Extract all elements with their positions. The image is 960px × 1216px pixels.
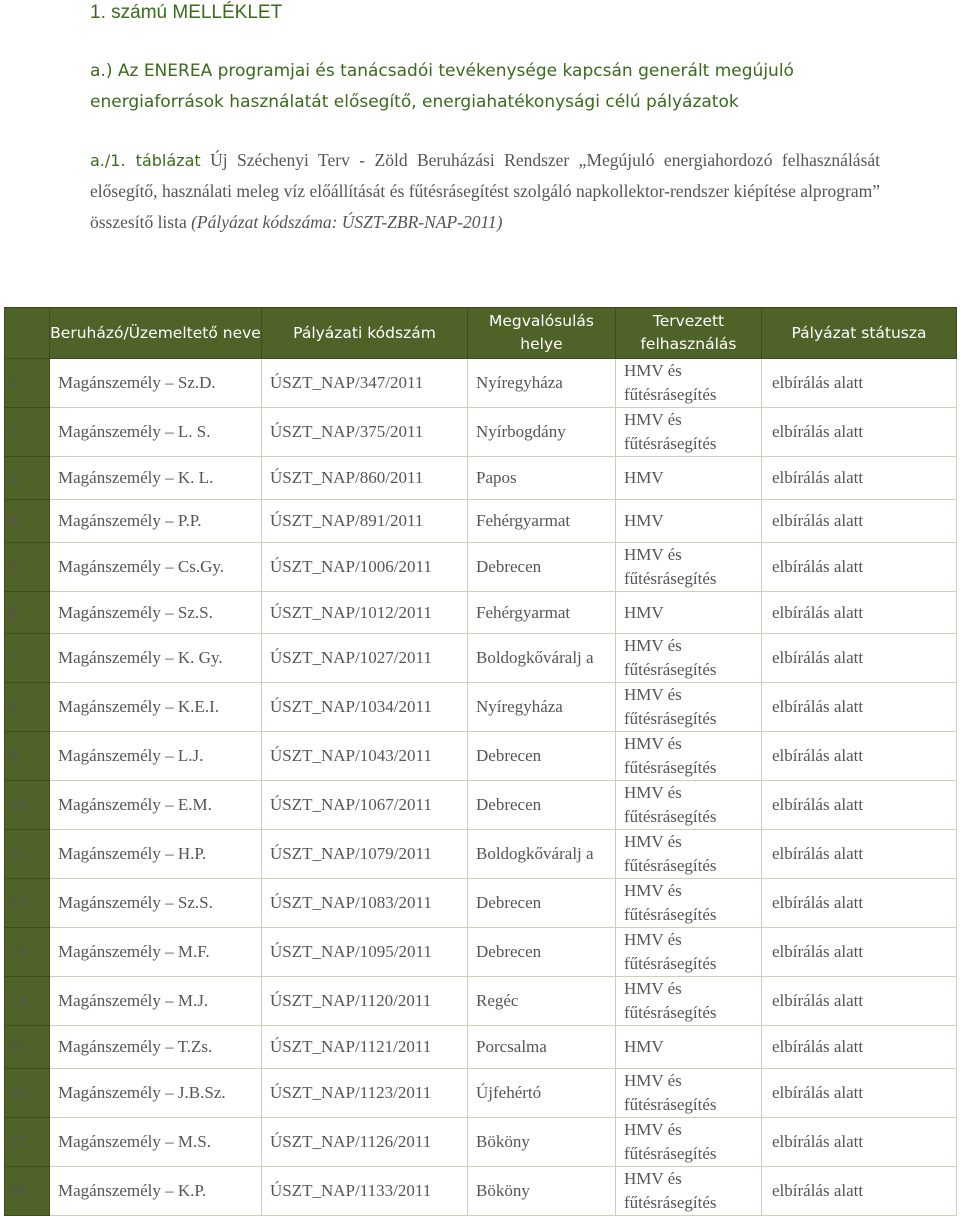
row-number [5, 928, 50, 977]
table-row [5, 457, 957, 500]
row-status: elbírálás alatt [762, 781, 957, 830]
row-use: HMV és fűtésrásegítés [616, 977, 762, 1026]
row-code: ÚSZT_NAP/891/2011 [262, 500, 468, 543]
row-number-text: 9. [9, 746, 22, 765]
row-location: Fehérgyarmat [468, 500, 616, 543]
row-status: elbírálás alatt [762, 879, 957, 928]
row-number [5, 592, 50, 634]
row-number [5, 359, 50, 408]
row-number-text: 6. [9, 602, 22, 622]
row-investor: Magánszemély – M.J. [50, 977, 262, 1026]
header-status: Pályázat státusza [762, 308, 957, 359]
table-row [5, 781, 957, 830]
row-investor: Magánszemély – Cs.Gy. [50, 543, 262, 592]
section-heading [90, 56, 890, 118]
table-row [5, 408, 957, 457]
table-row [5, 1167, 957, 1216]
row-investor: Magánszemély – H.P. [50, 830, 262, 879]
row-status: elbírálás alatt [762, 977, 957, 1026]
row-location: Újfehértó [468, 1069, 616, 1118]
table-row [5, 879, 957, 928]
table-row [5, 359, 957, 408]
table-row [5, 1118, 957, 1167]
row-number-text: 4. [9, 511, 22, 530]
row-number [5, 977, 50, 1026]
table-row [5, 928, 957, 977]
header-number [5, 308, 50, 359]
row-status: elbírálás alatt [762, 928, 957, 977]
row-number-text: 17. [9, 1132, 31, 1151]
row-number-text: 5. [9, 557, 22, 576]
table-row [5, 830, 957, 879]
table-row [5, 683, 957, 732]
row-use: HMV és fűtésrásegítés [616, 634, 762, 683]
row-number [5, 830, 50, 879]
row-use: HMV [616, 500, 762, 543]
table-row [5, 732, 957, 781]
row-investor: Magánszemély – L.J. [50, 732, 262, 781]
row-number-text: 14. [9, 991, 31, 1010]
row-location: Regéc [468, 977, 616, 1026]
row-use: HMV és fűtésrásegítés [616, 359, 762, 408]
row-status: elbírálás alatt [762, 634, 957, 683]
row-location: Fehérgyarmat [468, 592, 616, 634]
row-use: HMV és fűtésrásegítés [616, 830, 762, 879]
row-number-text: 2. [9, 422, 22, 441]
row-code: ÚSZT_NAP/1043/2011 [262, 732, 468, 781]
row-number-text: 11. [9, 844, 30, 863]
row-location: Boldogkőváralj a [468, 634, 616, 683]
row-investor: Magánszemély – K. Gy. [50, 634, 262, 683]
row-status: elbírálás alatt [762, 1167, 957, 1216]
row-location: Nyíregyháza [468, 683, 616, 732]
table-row [5, 977, 957, 1026]
row-use: HMV és fűtésrásegítés [616, 781, 762, 830]
table-caption [90, 145, 880, 238]
header-investor: Beruházó/Üzemeltető neve [50, 308, 262, 359]
row-number [5, 1026, 50, 1069]
applications-table [4, 307, 957, 1216]
row-number-text: 10. [9, 795, 31, 814]
row-code: ÚSZT_NAP/1120/2011 [262, 977, 468, 1026]
row-use: HMV és fűtésrásegítés [616, 543, 762, 592]
row-status: elbírálás alatt [762, 543, 957, 592]
row-status: elbírálás alatt [762, 830, 957, 879]
row-use: HMV és fűtésrásegítés [616, 683, 762, 732]
row-use: HMV [616, 457, 762, 500]
row-status: elbírálás alatt [762, 500, 957, 543]
row-use: HMV [616, 1026, 762, 1069]
row-investor: Magánszemély – Sz.D. [50, 359, 262, 408]
row-code: ÚSZT_NAP/1027/2011 [262, 634, 468, 683]
table-row [5, 1069, 957, 1118]
row-number-text: 12. [9, 893, 31, 912]
table-row [5, 634, 957, 683]
row-status: elbírálás alatt [762, 732, 957, 781]
row-investor: Magánszemély – M.F. [50, 928, 262, 977]
table-caption-code: (Pályázat kódszáma: ÚSZT-ZBR-NAP-2011) [191, 212, 503, 232]
section-heading-line-2: energiaforrások használatát elősegítő, energiahatékonysági célú pályázatok [90, 92, 739, 112]
row-use: HMV és fűtésrásegítés [616, 928, 762, 977]
row-location: Debrecen [468, 879, 616, 928]
row-code: ÚSZT_NAP/347/2011 [262, 359, 468, 408]
row-code: ÚSZT_NAP/1079/2011 [262, 830, 468, 879]
row-investor: Magánszemély – K. L. [50, 457, 262, 500]
row-use: HMV és fűtésrásegítés [616, 732, 762, 781]
row-status: elbírálás alatt [762, 1118, 957, 1167]
row-number [5, 543, 50, 592]
row-location: Bököny [468, 1167, 616, 1216]
row-number [5, 879, 50, 928]
row-number [5, 683, 50, 732]
table-row [5, 543, 957, 592]
table-body [5, 359, 957, 1216]
row-use: HMV [616, 592, 762, 634]
row-code: ÚSZT_NAP/1067/2011 [262, 781, 468, 830]
row-investor: Magánszemély – Sz.S. [50, 592, 262, 634]
row-investor: Magánszemély – K.E.I. [50, 683, 262, 732]
row-location: Papos [468, 457, 616, 500]
row-code: ÚSZT_NAP/1034/2011 [262, 683, 468, 732]
row-status: elbírálás alatt [762, 683, 957, 732]
row-code: ÚSZT_NAP/1133/2011 [262, 1167, 468, 1216]
row-number [5, 500, 50, 543]
row-number-text: 16. [9, 1083, 31, 1102]
row-code: ÚSZT_NAP/1006/2011 [262, 543, 468, 592]
row-investor: Magánszemély – L. S. [50, 408, 262, 457]
row-investor: Magánszemély – P.P. [50, 500, 262, 543]
section-heading-line-1: a.) Az ENEREA programjai és tanácsadói tevékenysége kapcsán generált megújuló [90, 61, 794, 81]
row-number [5, 1118, 50, 1167]
row-location: Nyíregyháza [468, 359, 616, 408]
row-number-text: 3. [9, 468, 22, 487]
row-location: Debrecen [468, 928, 616, 977]
table-row [5, 592, 957, 634]
row-location: Nyírbogdány [468, 408, 616, 457]
row-investor: Magánszemély – M.S. [50, 1118, 262, 1167]
row-status: elbírálás alatt [762, 592, 957, 634]
row-number [5, 634, 50, 683]
annex-title: 1. számú MELLÉKLET [90, 2, 283, 23]
row-use: HMV és fűtésrásegítés [616, 1118, 762, 1167]
row-location: Porcsalma [468, 1026, 616, 1069]
table-caption-text: Új Széchenyi Terv - Zöld Beruházási Rendszer „Megújuló energiahordozó felhasználását elősegítő, használati meleg víz előállítását és fűtésrásegítést szolgáló napkollektor-rendszer kiépítése alprogram” összesítő lista [90, 150, 881, 232]
row-number [5, 457, 50, 500]
row-location: Bököny [468, 1118, 616, 1167]
row-location: Debrecen [468, 732, 616, 781]
row-number-text: 15. [9, 1037, 31, 1056]
row-code: ÚSZT_NAP/1121/2011 [262, 1026, 468, 1069]
row-code: ÚSZT_NAP/1083/2011 [262, 879, 468, 928]
row-status: elbírálás alatt [762, 1069, 957, 1118]
row-code: ÚSZT_NAP/860/2011 [262, 457, 468, 500]
row-code: ÚSZT_NAP/1095/2011 [262, 928, 468, 977]
row-number [5, 1069, 50, 1118]
row-number [5, 732, 50, 781]
row-code: ÚSZT_NAP/1123/2011 [262, 1069, 468, 1118]
row-investor: Magánszemély – E.M. [50, 781, 262, 830]
table-caption-label: a./1. táblázat [90, 151, 201, 170]
row-code: ÚSZT_NAP/1012/2011 [262, 592, 468, 634]
table-row [5, 500, 957, 543]
row-status: elbírálás alatt [762, 457, 957, 500]
row-code: ÚSZT_NAP/375/2011 [262, 408, 468, 457]
row-number-text: 8. [9, 697, 22, 716]
header-code: Pályázati kódszám [262, 308, 468, 359]
row-number-text: 13. [9, 942, 31, 961]
row-investor: Magánszemély – J.B.Sz. [50, 1069, 262, 1118]
row-investor: Magánszemély – Sz.S. [50, 879, 262, 928]
row-status: elbírálás alatt [762, 359, 957, 408]
row-use: HMV és fűtésrásegítés [616, 879, 762, 928]
row-use: HMV és fűtésrásegítés [616, 408, 762, 457]
row-status: elbírálás alatt [762, 408, 957, 457]
row-investor: Magánszemély – K.P. [50, 1167, 262, 1216]
row-use: HMV és fűtésrásegítés [616, 1167, 762, 1216]
row-number-text: 18. [9, 1181, 31, 1200]
header-location: Megvalósulás helye [468, 308, 616, 359]
row-location: Boldogkőváralj a [468, 830, 616, 879]
header-use: Tervezett felhasználás [616, 308, 762, 359]
row-number [5, 1167, 50, 1216]
row-number-text: 7. [9, 648, 22, 667]
row-use: HMV és fűtésrásegítés [616, 1069, 762, 1118]
table-header [5, 308, 957, 359]
row-location: Debrecen [468, 781, 616, 830]
row-investor: Magánszemély – T.Zs. [50, 1026, 262, 1069]
row-location: Debrecen [468, 543, 616, 592]
row-code: ÚSZT_NAP/1126/2011 [262, 1118, 468, 1167]
table-row [5, 1026, 957, 1069]
row-number [5, 781, 50, 830]
row-status: elbírálás alatt [762, 1026, 957, 1069]
row-number [5, 408, 50, 457]
row-number-text: 1. [9, 373, 22, 392]
